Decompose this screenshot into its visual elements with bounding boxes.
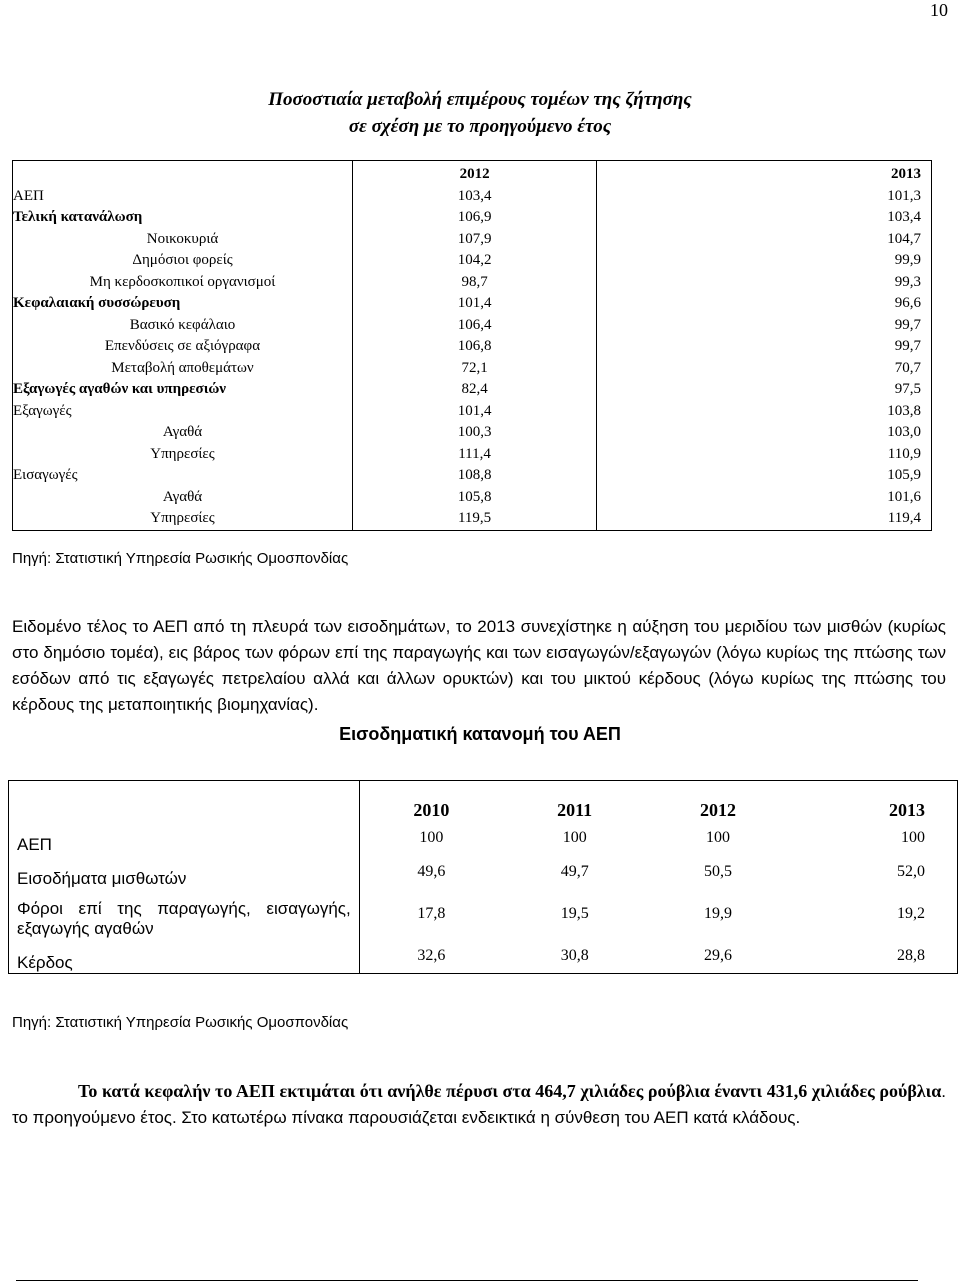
table1-value-2012: 100,3 [352, 422, 596, 444]
table1-row [13, 444, 932, 466]
table1-row [13, 272, 932, 294]
table2-header-2012: 2012 [699, 800, 736, 820]
table1-row-label: Νοικοκυριά [146, 230, 219, 247]
table1-row [13, 250, 932, 272]
table1-header-2013: 2013 [891, 166, 921, 183]
income-distribution-table [8, 780, 958, 974]
table2-value-2012: 50,5 [703, 863, 732, 880]
table1-header-2012: 2012 [352, 161, 596, 186]
table1-value-2013: 99,7 [894, 338, 921, 355]
table1-row [13, 229, 932, 251]
table2-row-label: Φόροι επί της παραγωγής, εισαγωγής, εξαγωγής αγαθών [9, 889, 360, 939]
gdp-per-capita-rest: . το προηγούμενο έτος. Στο κατωτέρω πίνακα παρουσιάζεται ενδεικτικά η σύνθεση του ΑΕΠ κατά κλάδους. [12, 1082, 946, 1127]
table2-value-2011: 19,5 [560, 905, 589, 922]
table1-value-2013: 97,5 [894, 381, 921, 398]
table2-title: Εισοδηματική κατανομή του ΑΕΠ [339, 724, 621, 744]
table1-row-label: Τελική κατανάλωση [13, 209, 143, 226]
table2-value-2011: 100 [562, 829, 587, 846]
table1-value-2013: 101,3 [887, 187, 921, 204]
table1-row-label: Εισαγωγές [13, 467, 78, 484]
table2-value-2013: 100 [901, 829, 925, 846]
table1-header-row [13, 161, 932, 186]
table2-row [9, 939, 958, 974]
table2-value-2010: 32,6 [417, 947, 446, 964]
table1-row [13, 207, 932, 229]
table1-value-2013: 104,7 [887, 230, 921, 247]
table1-value-2013: 101,6 [887, 488, 921, 505]
demand-change-table [12, 160, 932, 531]
table1-row-label: Εξαγωγές [13, 402, 72, 419]
table2-header-label [9, 781, 360, 822]
table2-value-2010: 100 [419, 829, 444, 846]
table2-value-2012: 19,9 [703, 905, 732, 922]
table1-value-2012: 82,4 [352, 379, 596, 401]
table1-header-label [13, 161, 353, 186]
footer-rule [16, 1280, 918, 1281]
table2-row [9, 889, 958, 939]
table1-row [13, 508, 932, 530]
table2-row-label: Κέρδος [9, 939, 360, 974]
table1-value-2013: 119,4 [887, 510, 921, 527]
table1-value-2013: 99,7 [894, 316, 921, 333]
table2-value-2013: 28,8 [897, 947, 925, 964]
table1-value-2013: 103,0 [887, 424, 921, 441]
table1-row-label: Εξαγωγές αγαθών και υπηρεσιών [13, 381, 227, 398]
table1-row-label: Δημόσιοι φορείς [132, 252, 233, 269]
table1-value-2013: 105,9 [887, 467, 921, 484]
page-number: 10 [930, 0, 948, 20]
table1-row-label: Μεταβολή αποθεμάτων [111, 359, 254, 376]
gdp-per-capita-paragraph [12, 1078, 946, 1131]
table1-value-2013: 99,3 [894, 273, 921, 290]
table1-row-label: Μη κερδοσκοπικοί οργανισμοί [89, 273, 276, 290]
source-note-1: Πηγή: Στατιστική Υπηρεσία Ρωσικής Ομοσπονδίας [12, 550, 349, 567]
table2-header-row [9, 781, 958, 822]
table2-value-2013: 19,2 [897, 905, 925, 922]
table1-row-label: Κεφαλαιακή συσσώρευση [13, 295, 181, 312]
table1-value-2012: 101,4 [352, 293, 596, 315]
table1-value-2012: 111,4 [352, 444, 596, 466]
table1-value-2012: 104,2 [352, 250, 596, 272]
table1-value-2013: 99,9 [894, 252, 921, 269]
table2-header-2013: 2013 [889, 800, 925, 820]
table2-value-2013: 52,0 [897, 863, 925, 880]
table1-row [13, 336, 932, 358]
table1-row-label: Βασικό κεφάλαιο [129, 316, 236, 333]
table1-row [13, 401, 932, 423]
table1-value-2012: 108,8 [352, 465, 596, 487]
table1-row-label: Υπηρεσίες [150, 510, 215, 527]
title-line-1: Ποσοστιαία μεταβολή επιμέρους τομέων της ζήτησης [268, 89, 692, 110]
table1-row-label: Αγαθά [162, 424, 203, 441]
table1-row [13, 358, 932, 380]
table1-row [13, 315, 932, 337]
table1-row [13, 186, 932, 208]
table1-value-2012: 98,7 [352, 272, 596, 294]
table2-row [9, 855, 958, 889]
table1-value-2012: 106,8 [352, 336, 596, 358]
table1-value-2013: 96,6 [894, 295, 921, 312]
table1-row-label: ΑΕΠ [13, 187, 44, 204]
table1-title [0, 86, 960, 140]
table1-value-2012: 106,9 [352, 207, 596, 229]
table2-row [9, 821, 958, 855]
table1-value-2013: 70,7 [894, 359, 921, 376]
table1-value-2012: 105,8 [352, 487, 596, 509]
table2-row-label: Εισοδήματα μισθωτών [9, 855, 360, 889]
table1-value-2013: 103,4 [887, 209, 921, 226]
table1-row-label: Αγαθά [162, 488, 203, 505]
gdp-per-capita-highlight: Το κατά κεφαλήν το ΑΕΠ εκτιμάται ότι ανήλθε πέρυσι στα 464,7 χιλιάδες ρούβλια έναντι 431,6 χιλιάδες ρούβλια [78, 1081, 942, 1101]
table1-row-label: Υπηρεσίες [150, 445, 215, 462]
table1-value-2012: 106,4 [352, 315, 596, 337]
table1-row [13, 465, 932, 487]
table1-value-2012: 103,4 [352, 186, 596, 208]
table1-value-2013: 103,8 [887, 402, 921, 419]
table2-value-2010: 17,8 [417, 905, 446, 922]
income-paragraph: Ειδομένο τέλος το ΑΕΠ από τη πλευρά των εισοδημάτων, το 2013 συνεχίστηκε η αύξηση του μεριδίου των μισθών (κυρίως στο δημόσιο τομέα), εις βάρος των φόρων επί της παραγωγής και των εισαγωγών/εξαγωγών (λόγω κυρίως της πτώσης των εσόδων από τις εξαγωγές πετρελαίου αλλά και άλλων ορυκτών) και του μικτού κέρδους (λόγω κυρίως της πτώσης του κέρδους της μεταποιητικής βιομηχανίας). [12, 617, 946, 714]
table1-value-2013: 110,9 [887, 445, 921, 462]
table2-value-2012: 29,6 [703, 947, 732, 964]
table2-value-2010: 49,6 [417, 863, 446, 880]
table1-row [13, 293, 932, 315]
table1-value-2012: 107,9 [352, 229, 596, 251]
source-note-2: Πηγή: Στατιστική Υπηρεσία Ρωσικής Ομοσπονδίας [12, 1014, 349, 1031]
table2-value-2011: 49,7 [560, 863, 589, 880]
table1-row [13, 487, 932, 509]
table2-value-2011: 30,8 [560, 947, 589, 964]
table2-row-label: ΑΕΠ [9, 821, 360, 855]
table1-value-2012: 119,5 [352, 508, 596, 530]
table1-row [13, 379, 932, 401]
table1-row-label: Επενδύσεις σε αξιόγραφα [104, 338, 261, 355]
table2-header-2010: 2010 [413, 800, 450, 820]
table1-value-2012: 72,1 [352, 358, 596, 380]
table1-row [13, 422, 932, 444]
title-line-2: σε σχέση με το προηγούμενο έτος [348, 116, 612, 137]
table2-header-2011: 2011 [557, 800, 593, 820]
table2-value-2012: 100 [705, 829, 730, 846]
table1-value-2012: 101,4 [352, 401, 596, 423]
